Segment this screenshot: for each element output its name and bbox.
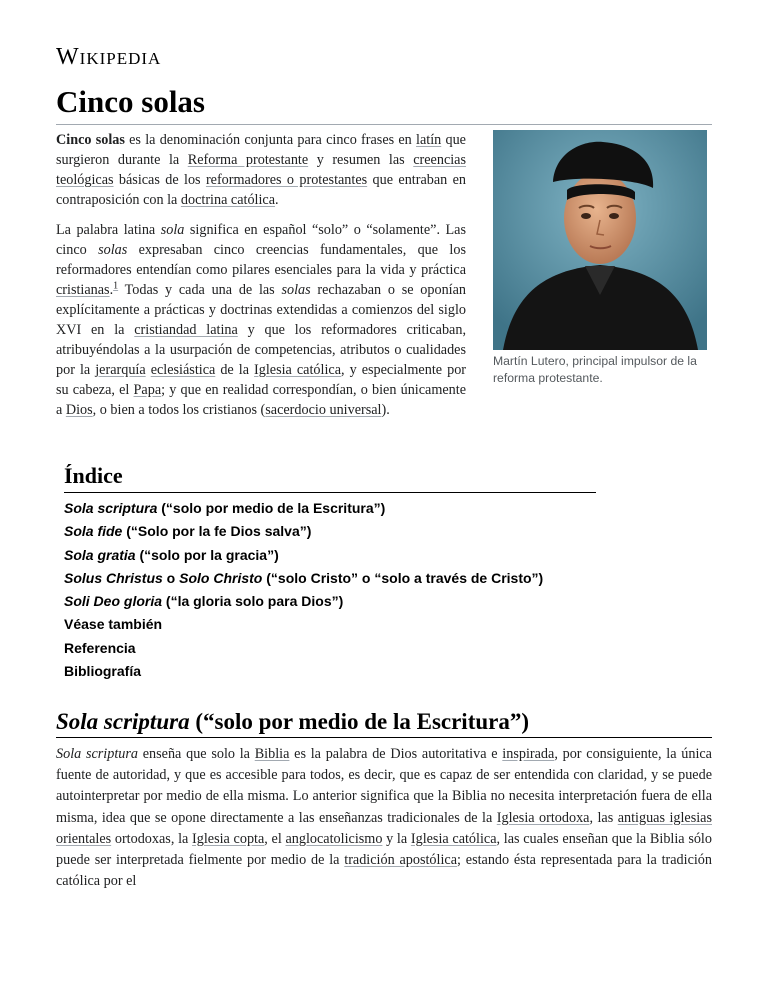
text-run: Véase también [64,616,163,633]
figure-caption: Martín Lutero, principal impulsor de la reforma protestante. [493,354,697,385]
wiki-link[interactable]: reformadores o protestantes [205,172,368,188]
toc-item-sola-fide[interactable] [64,520,596,543]
intro-paragraph-2 [56,220,466,420]
text-run: o [162,569,180,586]
intro-paragraph-1 [56,130,466,210]
text-run: , o bien a todos los cristianos ( [92,402,266,418]
text-run: y la [382,830,411,847]
text-run: (“solo por la gracia”) [135,546,279,563]
italic-term: Solus Christus [64,569,163,586]
table-of-contents [64,463,596,683]
wiki-link[interactable]: Iglesia católica [410,830,497,847]
text-run: , y especialmente por su cabeza, el [56,362,467,398]
toc-list [64,497,596,683]
text-run: que surgieron durante la [56,132,466,168]
wiki-link[interactable]: jerarquía [95,362,146,378]
wiki-link[interactable]: sacerdocio universal [265,402,382,418]
wiki-link[interactable]: doctrina católica [180,192,276,208]
wiki-link[interactable]: tradición apostólica [344,852,458,869]
wiki-link[interactable]: Iglesia católica [254,362,341,378]
text-run: . [109,282,114,298]
wiki-link[interactable]: teológicas [56,172,114,188]
text-run: ). [381,402,390,418]
wiki-link[interactable]: Papa [133,382,162,398]
text-run: es la palabra de Dios autoritativa e [289,746,503,762]
wiki-link[interactable]: cristiandad latina [134,322,238,338]
toc-item-referencia[interactable] [64,637,596,660]
wiki-link[interactable]: Biblia [254,746,290,762]
wiki-link[interactable]: latín [416,132,442,148]
text-run: y resumen las [308,152,414,168]
page-title: Cinco solas [56,84,712,125]
toc-item-bibliografia[interactable] [64,660,596,683]
italic-term: sola [160,222,185,238]
text-run: ortodoxas, la [111,830,193,847]
toc-title: Índice [64,463,596,493]
italic-term: Sola scriptura [56,746,138,762]
italic-term: Sola scriptura [64,500,158,516]
toc-item-vease-tambien[interactable] [64,613,596,636]
wiki-link[interactable]: creencias [413,152,467,168]
text-run: (“Solo por la fe Dios salva”) [122,523,312,540]
wiki-link[interactable]: eclesiástica [150,362,216,378]
text-run: significa en español “solo” o “solamente”. Las cinco [56,222,466,258]
text-run: que entraban en contraposición con la [56,172,466,208]
toc-item-sola-gratia[interactable] [64,544,596,567]
wiki-link[interactable]: Iglesia copta [192,830,265,847]
italic-term: Sola scriptura [56,709,190,734]
section-heading-sola-scriptura [56,709,712,738]
toc-item-sola-scriptura[interactable] [64,497,596,520]
italic-term: Soli Deo gloria [64,593,163,610]
italic-term: Sola fide [64,523,123,540]
text-run: . [275,192,279,208]
wiki-link[interactable]: antiguas iglesias orientales [56,809,712,847]
text-run: , las [589,809,618,826]
text-run: (“la gloria solo para Dios”) [162,593,344,610]
text-run: (“solo por medio de la Escritura”) [157,500,386,516]
wiki-link[interactable]: cristianas [56,282,110,298]
reference-link[interactable]: 1 [113,280,119,292]
wiki-link[interactable]: Reforma protestante [187,152,309,168]
bold-term: Cinco solas [56,132,125,148]
text-run: ; y que en realidad correspondían, o bien únicamente a [56,382,466,418]
text-run: (“solo Cristo” o “solo a través de Cristo”) [262,569,544,586]
text-run: Todas y cada una de las [118,282,282,298]
text-run: La palabra latina [56,222,161,238]
text-run: ; estando ésta representada para la tradición católica por el [56,852,712,890]
text-run: expresaban cinco creencias fundamentales, que los reformadores entendían como pilares esenciales para la vida y práctica [56,242,466,278]
wiki-link[interactable]: Dios [65,402,93,418]
wikipedia-wordmark[interactable]: Wikipedia [56,44,162,70]
toc-item-solus-christus[interactable] [64,567,596,590]
text-run: , las cuales enseñan que la Biblia sólo puede ser interpretada fielmente por medio de la [56,830,712,869]
wiki-link[interactable]: Iglesia ortodoxa [496,809,590,826]
text-run: Referencia [64,639,136,656]
italic-term: Sola gratia [64,546,136,563]
text-run: de la [215,362,255,378]
wiki-link[interactable]: anglocatolicismo [285,830,383,847]
section-sola-scriptura-body [56,744,712,892]
text-run: , por consiguiente, la única fuente de autoridad, y que es accesible para todos, es decir, que es capaz de ser entendida con claridad, y se puede autointerpretar por medio de ella misma. Lo anterior significa que la Biblia no necesita interpretación fuera de ella misma, idea que se opone directamente a las enseñanzas tradicionales de la [56,746,712,826]
text-run: es la denominación conjunta para cinco frases en [124,132,417,148]
italic-term: solas [98,242,128,258]
martin-luther-portrait[interactable] [493,130,707,350]
toc-item-soli-deo-gloria[interactable] [64,590,596,613]
text-run: enseña que solo la [138,746,255,762]
text-run: (“solo por medio de la Escritura”) [189,709,530,734]
wiki-link[interactable]: inspirada [502,746,555,762]
italic-term: solas [281,282,311,298]
text-run: rechazaban o se oponían explícitamente a prácticas y doctrinas extendidas a comienzos del siglo XVI en la [56,282,466,338]
text-run: y que los reformadores criticaban, atribuyéndolas a la usurpación de competencias, atributos o cualidades por la [56,322,466,378]
infobox-figure [493,130,707,387]
text-run: , el [264,830,286,847]
text-run: Bibliografía [64,663,142,680]
italic-term: Solo Christo [179,569,263,586]
text-run: básicas de los [113,172,206,188]
